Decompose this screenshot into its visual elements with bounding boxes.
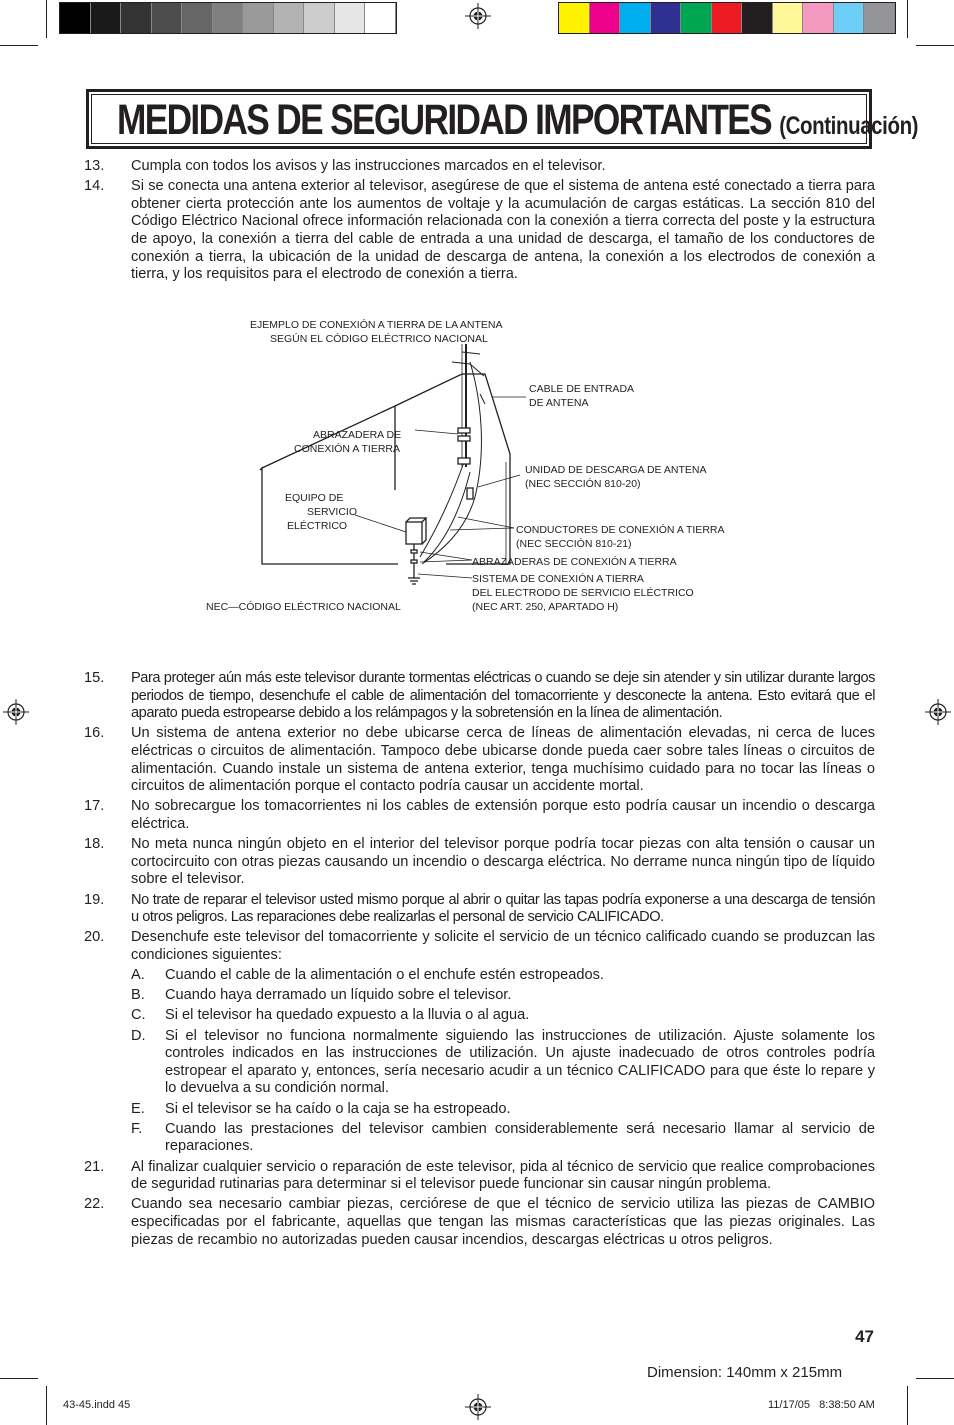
- sub-list-item-text: Cuando el cable de la alimentación o el enchufe estén estropeados.: [165, 967, 604, 984]
- label-discharge-2: (NEC SECCIÓN 810-20): [525, 478, 641, 490]
- color-bar: [558, 2, 896, 34]
- list-item-text: Un sistema de antena exterior no debe ubicarse cerca de líneas de alimentación elevadas, ni cerca de luces eléctricas o circuitos de alimentación. Tampoco debe ubicarse donde pueda caer sobre tales líneas o circuitos de alimentación. Cuando instale un sistema de antena exterior, tenga muchísimo cuidado para no tocar las líneas o circuitos de alimentación porque el contacto podría causar un accidente mortal.: [131, 725, 875, 795]
- sub-list-item: [131, 967, 875, 985]
- list-item: [84, 1196, 875, 1249]
- gray-swatch: [60, 3, 91, 33]
- sub-list-item-text: Si el televisor ha quedado expuesto a la lluvia o al agua.: [165, 1007, 530, 1024]
- list-item: [84, 836, 875, 889]
- list-item: [84, 178, 875, 284]
- registration-mark-top-icon: [465, 3, 491, 29]
- registration-mark-bottom-icon: [465, 1394, 491, 1420]
- label-system-3: (NEC ART. 250, APARTADO H): [472, 601, 619, 613]
- footer-file-name: 43-45.indd 45: [63, 1399, 131, 1411]
- list-item-number: 13.: [84, 158, 105, 174]
- page-title: [117, 96, 918, 150]
- list-item-number: 16.: [84, 725, 105, 742]
- list-item-text: Al finalizar cualquier servicio o reparación de este televisor, pida al técnico de servicio que realice comprobaciones de seguridad rutinarias para determinar si el televisor puede funcionar sin causar ningún problema.: [131, 1158, 875, 1193]
- sub-list-item-text: Cuando haya derramado un líquido sobre el televisor.: [165, 987, 512, 1004]
- crop-mark: [46, 0, 47, 38]
- color-swatch: [712, 3, 743, 33]
- crop-mark: [907, 1386, 908, 1425]
- title-box: [86, 89, 919, 149]
- gray-swatch: [365, 3, 396, 33]
- diagram-title-line2: SEGÚN EL CÓDIGO ELÉCTRICO NACIONAL: [270, 333, 488, 345]
- sub-list-item: [131, 1028, 875, 1098]
- color-swatch: [681, 3, 712, 33]
- page-number: 47: [855, 1327, 874, 1346]
- gray-swatch: [243, 3, 274, 33]
- list-item-text: Cumpla con todos los avisos y las instrucciones marcados en el televisor.: [131, 158, 606, 174]
- label-conductors-2: (NEC SECCIÓN 810-21): [516, 538, 632, 550]
- sub-list-item-letter: D.: [131, 1027, 146, 1044]
- crop-mark: [46, 1386, 47, 1425]
- gray-swatch: [213, 3, 244, 33]
- footer-date: 11/17/05 8:38:50 AM: [768, 1399, 875, 1411]
- list-item-number: 22.: [84, 1196, 105, 1213]
- gray-swatch: [335, 3, 366, 33]
- label-lead-in-1: CABLE DE ENTRADA: [529, 383, 635, 395]
- sub-list-item: [131, 1101, 875, 1119]
- list-item-text: Desenchufe este televisor del tomacorriente y solicite el servicio de un técnico calificado cuando se produzcan las condiciones siguientes:: [131, 929, 875, 963]
- list-item-text: Para proteger aún más este televisor durante tormentas eléctricas o cuando se deje sin atender y sin utilizar durante largos periodos de tiempo, desenchufe el cable de alimentación del tomacorriente y desconecte la antena. Esto evitará que el aparato pueda estropearse debido a los relámpagos y la sobretensión en la línea de alimentación.: [131, 670, 875, 722]
- color-swatch: [864, 3, 895, 33]
- color-swatch: [559, 3, 590, 33]
- sub-list-item: [131, 1121, 875, 1156]
- grayscale-bar: [59, 2, 397, 34]
- sub-list-item-letter: A.: [131, 967, 145, 984]
- color-swatch: [834, 3, 865, 33]
- page-title-sub: (Continuación): [779, 112, 919, 140]
- label-system-2: DEL ELECTRODO DE SERVICIO ELÉCTRICO: [472, 587, 694, 599]
- list-item: [84, 892, 875, 927]
- label-discharge-1: UNIDAD DE DESCARGA DE ANTENA: [525, 464, 707, 476]
- gray-swatch: [304, 3, 335, 33]
- list-item-number: 17.: [84, 798, 105, 815]
- color-swatch: [590, 3, 621, 33]
- page-title-main: MEDIDAS DE SEGURIDAD IMPORTANTES: [117, 96, 772, 144]
- antenna-grounding-diagram: [200, 312, 760, 622]
- list-item-number: 14.: [84, 178, 105, 195]
- list-item: [84, 798, 875, 833]
- list-item-text: No sobrecargue los tomacorrientes ni los cables de extensión porque esto podría causar un incendio o descarga eléctrica.: [131, 798, 875, 832]
- sub-list-item-letter: B.: [131, 987, 145, 1004]
- sub-list-item-text: Cuando las prestaciones del televisor cambien considerablemente será necesario llamar al servicio de reparaciones.: [165, 1120, 875, 1155]
- safety-list-bottom: [84, 670, 875, 1252]
- gray-swatch: [182, 3, 213, 33]
- list-item-number: 20.: [84, 929, 105, 946]
- label-service-3: ELÉCTRICO: [287, 520, 348, 532]
- label-service-2: SERVICIO: [307, 506, 357, 518]
- color-swatch: [620, 3, 651, 33]
- list-item-text: No meta nunca ningún objeto en el interior del televisor porque podría tocar piezas con alta tensión o causar un cortocircuito con otras piezas causando un incendio o descarga eléctrica. No derrame nunca ningún tipo de líquido sobre el televisor.: [131, 836, 875, 888]
- color-swatch: [803, 3, 834, 33]
- sub-list-item-letter: C.: [131, 1007, 146, 1024]
- color-swatch: [742, 3, 773, 33]
- registration-mark-left-icon: [3, 699, 29, 725]
- list-item-number: 21.: [84, 1158, 105, 1175]
- sub-list-item-text: Si el televisor no funciona normalmente siguiendo las instrucciones de utilización. Ajuste solamente los controles indicados en las instrucciones de utilización. Un ajuste inadecuado de otros controles podría estropear el aparato y, entonces, sería necesario acudir a un técnico CALIFICADO para que éste lo repare y lo devuelva a su condición normal.: [165, 1027, 875, 1097]
- list-item: [84, 725, 875, 795]
- sub-list-item-text: Si el televisor se ha caído o la caja se ha estropeado.: [165, 1100, 511, 1117]
- list-item-number: 19.: [84, 891, 105, 908]
- list-item: [84, 158, 875, 176]
- label-clamp-2: CONEXIÓN A TIERRA: [294, 443, 400, 455]
- list-item-text: No trate de reparar el televisor usted mismo porque al abrir o quitar las tapas podría exponerse a una descarga de tensión u otros peligros. Las reparaciones debe realizarlas el personal de servicio CALIFICADO.: [131, 891, 875, 926]
- crop-mark: [0, 45, 38, 46]
- diagram-title-line1: EJEMPLO DE CONEXIÓN A TIERRA DE LA ANTENA: [250, 319, 503, 331]
- dimension-note: Dimension: 140mm x 215mm: [647, 1364, 843, 1381]
- label-clamp-1: ABRAZADERA DE: [313, 429, 402, 441]
- list-item-number: 18.: [84, 836, 105, 853]
- crop-mark: [916, 45, 954, 46]
- list-item: [84, 1159, 875, 1194]
- gray-swatch: [152, 3, 183, 33]
- crop-mark: [0, 1378, 38, 1379]
- sub-list-item-letter: E.: [131, 1100, 145, 1117]
- list-item-number: 15.: [84, 670, 105, 686]
- gray-swatch: [274, 3, 305, 33]
- crop-mark: [907, 0, 908, 38]
- sub-list-item: [131, 1007, 875, 1025]
- sub-list-item: [131, 987, 875, 1005]
- list-item: [84, 929, 875, 1156]
- label-clamps: ABRAZADERAS DE CONEXIÓN A TIERRA: [472, 556, 677, 568]
- list-item-text: Cuando sea necesario cambiar piezas, cerciórese de que el técnico de servicio utiliza las piezas de CAMBIO especificadas por el fabricante, aquellas que tengan las mismas características que las piezas originales. Las piezas de recambio no autorizadas pueden causar incendios, descargas eléctricas u otros peligros.: [131, 1196, 875, 1248]
- color-swatch: [773, 3, 804, 33]
- list-item-text: Si se conecta una antena exterior al televisor, asegúrese de que el sistema de antena esté conectado a tierra para obtener cierta protección ante los aumentos de voltaje y la acumulación de cargas estáticas. La sección 810 del Código Eléctrico Nacional ofrece información relacionada con la conexión a tierra correcta del poste y la estructura de apoyo, la conexión a tierra del cable de entrada a una unidad de descarga, el tamaño de los conductores de conexión a tierra, la ubicación de la unidad de descarga de antena, la conexión a los electrodos de conexión a tierra, y los requisitos para el electrodo de conexión a tierra.: [131, 178, 875, 283]
- sub-list-item-letter: F.: [131, 1120, 143, 1137]
- gray-swatch: [121, 3, 152, 33]
- gray-swatch: [91, 3, 122, 33]
- crop-mark: [916, 1378, 954, 1379]
- label-service-1: EQUIPO DE: [285, 492, 344, 504]
- registration-mark-right-icon: [925, 699, 951, 725]
- label-lead-in-2: DE ANTENA: [529, 397, 589, 409]
- list-item: [84, 670, 875, 723]
- label-conductors-1: CONDUCTORES DE CONEXIÓN A TIERRA: [516, 524, 725, 536]
- safety-list-top: [84, 158, 875, 286]
- label-nec: NEC—CÓDIGO ELÉCTRICO NACIONAL: [206, 601, 401, 613]
- label-system-1: SISTEMA DE CONEXIÓN A TIERRA: [472, 573, 644, 585]
- color-swatch: [651, 3, 682, 33]
